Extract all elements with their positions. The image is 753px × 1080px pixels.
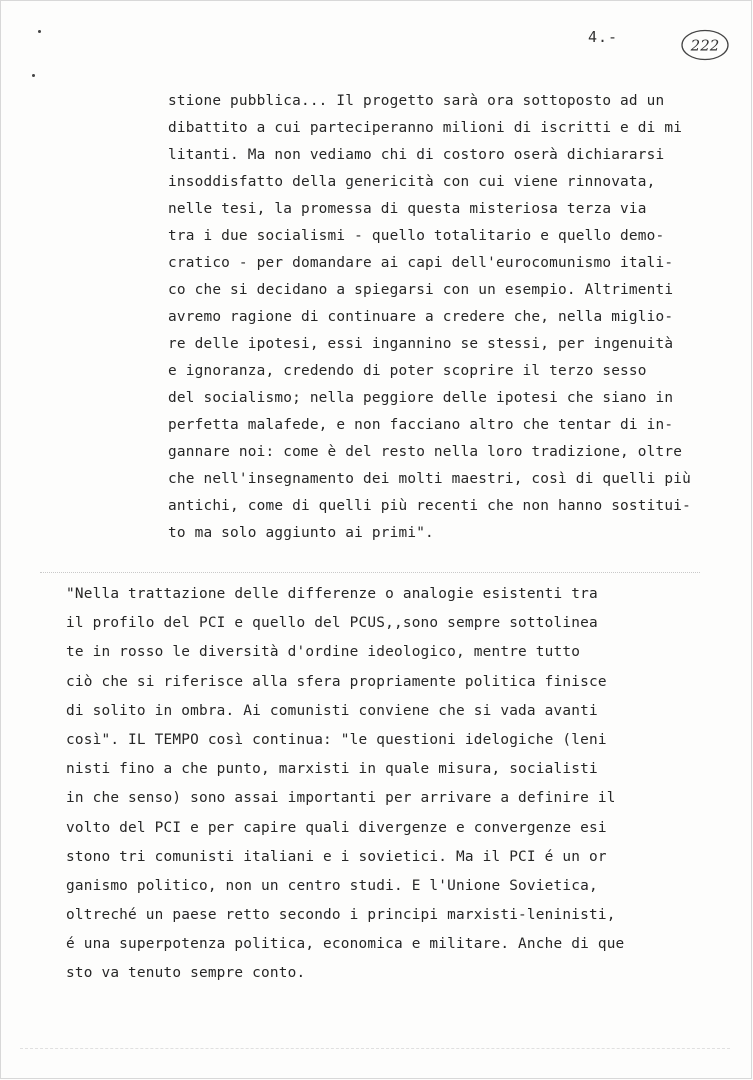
quote-line: avremo ragione di continuare a credere che, nella miglio-: [168, 309, 674, 325]
quote-line: antichi, come di quelli più recenti che non hanno sostitui-: [168, 498, 691, 514]
text-line: oltreché un paese retto secondo i principi marxisti-leninisti,: [66, 907, 616, 924]
bottom-edge-mark: [20, 1048, 730, 1049]
text-line: é una superpotenza politica, economica e militare. Anche di que: [66, 936, 625, 953]
text-line: sto va tenuto sempre conto.: [66, 965, 306, 982]
text-line: ganismo politico, non un centro studi. E l'Unione Sovietica,: [66, 877, 598, 894]
text-line: volto del PCI e per capire quali divergenze e convergenze esi: [66, 819, 607, 836]
quote-line: stione pubblica... Il progetto sarà ora sottoposto ad un: [168, 93, 665, 109]
quote-line: del socialismo; nella peggiore delle ipotesi che siano in: [168, 390, 674, 406]
main-paragraph: [66, 580, 624, 989]
quote-line: litanti. Ma non vediamo chi di costoro oserà dichiararsi: [168, 147, 665, 163]
quote-line: tra i due socialismi - quello totalitario e quello demo-: [168, 228, 665, 244]
section-divider: [40, 572, 700, 573]
quote-line: dibattito a cui parteciperanno milioni di iscritti e di mi: [168, 120, 683, 136]
quote-line: nelle tesi, la promessa di questa misteriosa terza via: [168, 201, 647, 217]
quoted-passage: [168, 88, 691, 547]
quote-line: to ma solo aggiunto ai primi".: [168, 525, 434, 541]
quote-line: co che si decidano a spiegarsi con un esempio. Altrimenti: [168, 282, 674, 298]
quote-line: e ignoranza, credendo di poter scoprire il terzo sesso: [168, 363, 647, 379]
quote-line: insoddisfatto della genericità con cui viene rinnovata,: [168, 174, 656, 190]
quote-line: gannare noi: come è del resto nella loro tradizione, oltre: [168, 444, 683, 460]
text-line: nisti fino a che punto, marxisti in quale misura, socialisti: [66, 761, 598, 778]
page-number: 4.-: [588, 28, 619, 46]
text-line: stono tri comunisti italiani e i sovietici. Ma il PCI é un or: [66, 848, 607, 865]
text-line: "Nella trattazione delle differenze o analogie esistenti tra: [66, 586, 598, 602]
stamp-number: 222: [690, 36, 720, 55]
archive-stamp: [680, 28, 730, 62]
text-line: ciò che si riferisce alla sfera propriamente politica finisce: [66, 673, 607, 690]
quote-line: che nell'insegnamento dei molti maestri, così di quelli più: [168, 471, 691, 487]
quote-line: cratico - per domandare ai capi dell'eurocomunismo itali-: [168, 255, 674, 271]
text-line: di solito in ombra. Ai comunisti conviene che si vada avanti: [66, 702, 598, 719]
quote-line: re delle ipotesi, essi ingannino se stessi, per ingenuità: [168, 336, 674, 352]
text-line: in che senso) sono assai importanti per arrivare a definire il: [66, 790, 616, 807]
punch-dot-bottom: [32, 74, 35, 77]
quote-line: perfetta malafede, e non facciano altro che tentar di in-: [168, 417, 674, 433]
punch-dot-top: [38, 30, 41, 33]
stamp-icon: [680, 28, 730, 62]
text-line: il profilo del PCI e quello del PCUS,,sono sempre sottolinea: [66, 615, 598, 632]
text-line: te in rosso le diversità d'ordine ideologico, mentre tutto: [66, 644, 581, 661]
text-line: così". IL TEMPO così continua: "le questioni idelogiche (leni: [66, 731, 607, 748]
